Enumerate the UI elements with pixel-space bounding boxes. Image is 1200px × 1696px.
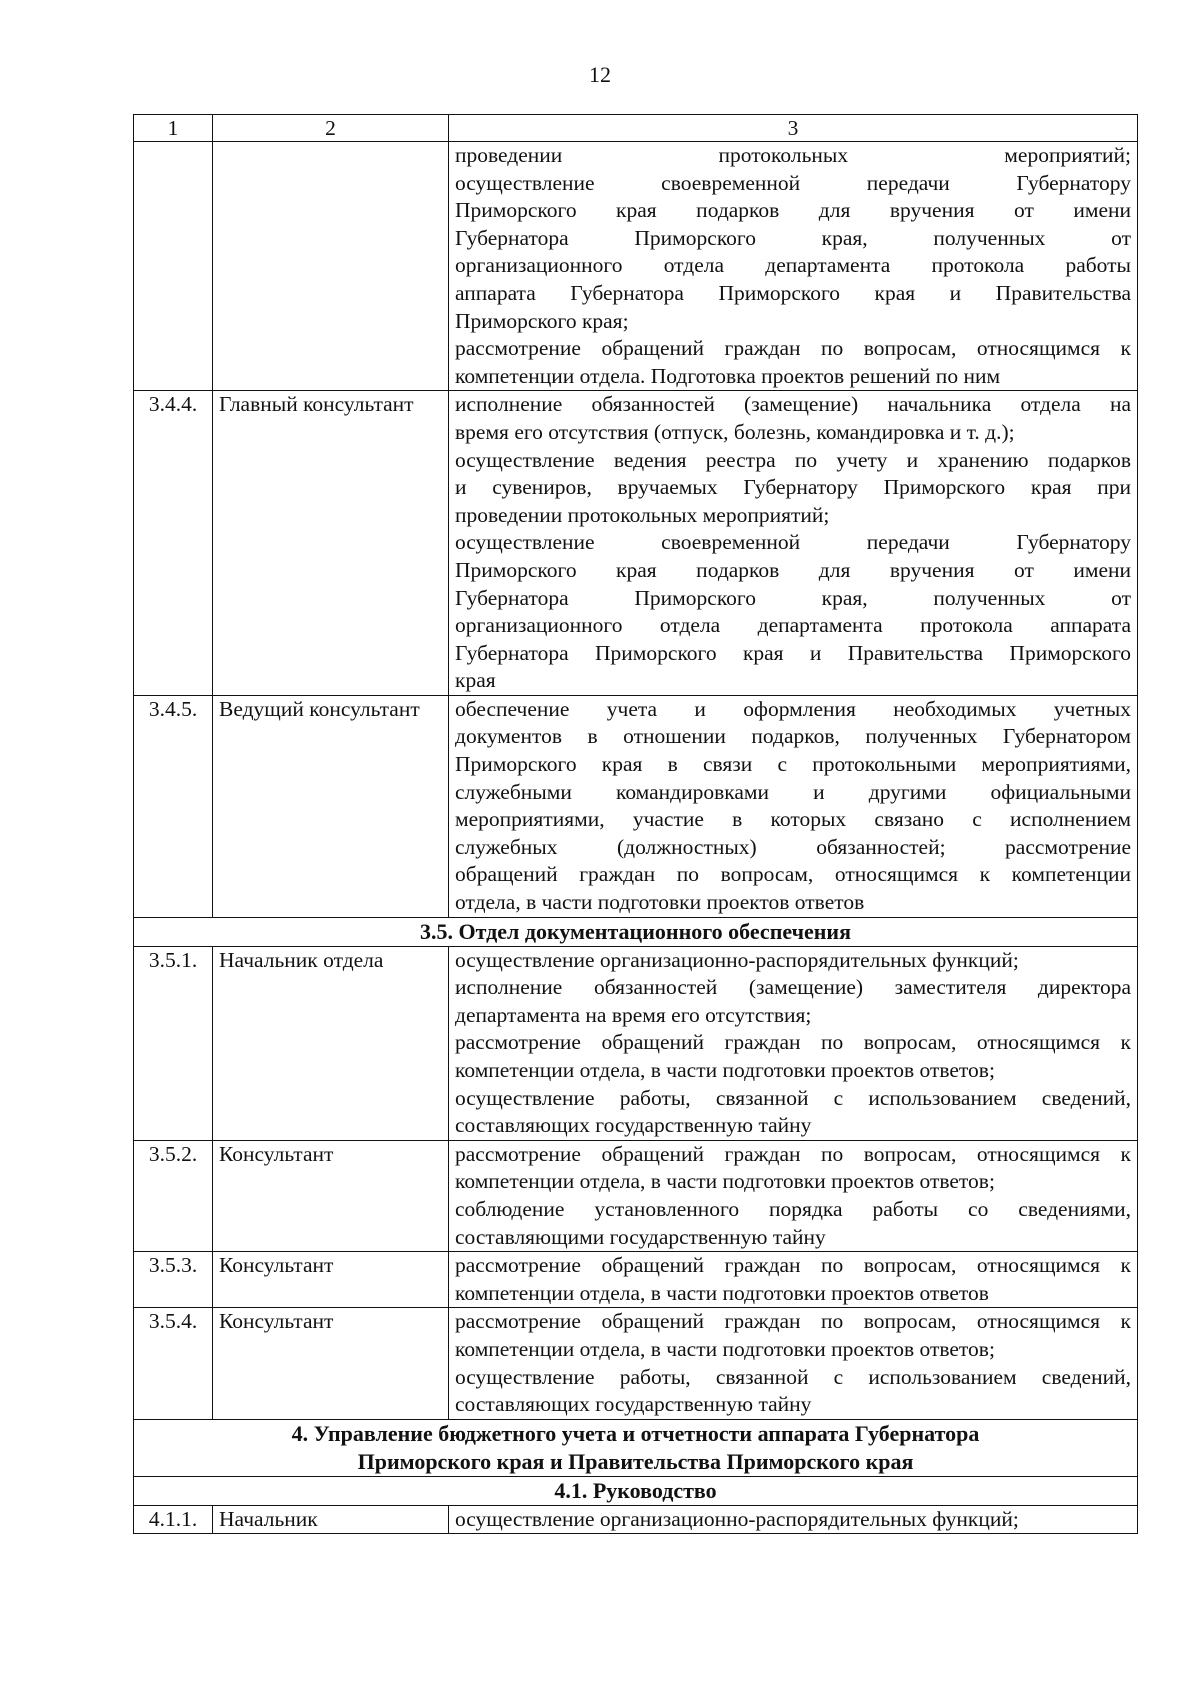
duty-line: время его отсутствия (отпуск, болезнь, командировка и т. д.); — [455, 419, 1015, 444]
duty-line: компетенции отдела, в части подготовки проектов ответов; — [455, 1169, 995, 1194]
duty-line: и сувениров, вручаемых Губернатору Приморского края при — [455, 475, 1131, 500]
row-number: 3.5.3. — [134, 1252, 213, 1308]
section-4-heading-row — [134, 1419, 1138, 1476]
duties-cell — [449, 391, 1138, 696]
duty-line: аппарата Губернатора Приморского края и Правительства — [455, 280, 1131, 305]
duty-line: осуществление работы, связанной с использованием сведений, — [455, 1085, 1131, 1110]
table-row — [134, 1140, 1138, 1251]
duty-line: обеспечение учета и оформления необходимых учетных — [455, 696, 1131, 721]
duty-line: Губернатора Приморского края, полученных от — [455, 585, 1131, 610]
duty-line: составляющих государственную тайну — [455, 1113, 812, 1138]
position-title: Консультант — [213, 1140, 449, 1251]
duties-cell — [449, 1252, 1138, 1308]
duty-line: организационного отдела департамента протокола работы — [455, 253, 1131, 278]
table-row — [134, 1252, 1138, 1308]
duty-line: рассмотрение обращений граждан по вопросам, относящимся к — [455, 1141, 1131, 1166]
duty-line: Приморского края подарков для вручения от имени — [455, 557, 1131, 582]
duty-line: рассмотрение обращений граждан по вопросам, относящимся к — [455, 336, 1131, 361]
section-4-heading-line: Приморского края и Правительства Приморского края — [357, 1448, 914, 1474]
section-4-1-heading — [134, 1476, 1138, 1505]
duty-line: рассмотрение обращений граждан по вопросам, относящимся к — [455, 1309, 1131, 1334]
duty-line: Приморского края; — [455, 308, 629, 333]
duty-line: края — [455, 668, 496, 693]
duties-cell — [449, 1308, 1138, 1419]
row-number: 3.4.5. — [134, 695, 213, 917]
duties-cell — [449, 946, 1138, 1140]
table-row — [134, 142, 1138, 391]
duty-line: департамента на время его отсутствия; — [455, 1002, 812, 1027]
duty-line: осуществление своевременной передачи Губернатору — [455, 530, 1131, 555]
table-row — [134, 695, 1138, 917]
row-number — [134, 142, 213, 391]
duties-cell — [449, 695, 1138, 917]
table-row — [134, 1505, 1138, 1534]
duties-cell — [449, 142, 1138, 391]
duty-line: компетенции отдела, в части подготовки проектов ответов; — [455, 1058, 995, 1082]
duty-line: документов в отношении подарков, полученных Губернатором — [455, 724, 1131, 749]
section-3-5-heading-row — [134, 917, 1138, 946]
duty-line: обращений граждан по вопросам, относящимся к компетенции — [455, 862, 1131, 887]
duty-line: осуществление своевременной передачи Губернатору — [455, 170, 1131, 195]
duty-line: организационного отдела департамента протокола аппарата — [455, 613, 1131, 638]
duty-line: мероприятиями, участие в которых связано с исполнением — [455, 807, 1131, 832]
duty-line: Губернатора Приморского края и Правительства Приморского — [455, 640, 1131, 665]
duty-line: служебных (должностных) обязанностей; рассмотрение — [455, 834, 1131, 859]
duty-line: соблюдение установленного порядка работы со сведениями, — [455, 1196, 1131, 1221]
table-row — [134, 391, 1138, 696]
column-number-3: 3 — [449, 115, 1138, 142]
row-number: 3.5.1. — [134, 946, 213, 1140]
duties-cell — [449, 1140, 1138, 1251]
duty-line: составляющими государственную тайну — [455, 1224, 826, 1249]
position-title: Начальник — [213, 1505, 449, 1534]
column-number-row — [134, 115, 1138, 142]
duty-line: осуществление ведения реестра по учету и хранению подарков — [455, 447, 1131, 472]
row-number: 4.1.1. — [134, 1505, 213, 1534]
duty-line: Приморского края подарков для вручения от имени — [455, 198, 1131, 223]
duty-line: осуществление организационно-распорядительных функций; — [455, 947, 1019, 972]
section-4-heading — [134, 1419, 1138, 1476]
column-number-1: 1 — [134, 115, 213, 142]
position-title: Начальник отдела — [213, 946, 449, 1140]
duty-line: Приморского края в связи с протокольными мероприятиями, — [455, 752, 1131, 777]
section-3-5-heading-line: 3.5. Отдел документационного обеспечения — [419, 918, 852, 944]
duty-line: компетенции отдела, в части подготовки проектов ответов — [455, 1280, 989, 1305]
duty-line: осуществление организационно-распорядительных функций; — [455, 1506, 1019, 1531]
table-row — [134, 1308, 1138, 1419]
duty-line: проведении протокольных мероприятий; — [455, 143, 1131, 167]
section-4-1-heading-row — [134, 1476, 1138, 1505]
duty-line: исполнение обязанностей (замещение) заместителя директора — [455, 975, 1131, 1000]
column-number-2: 2 — [213, 115, 449, 142]
duty-line: осуществление работы, связанной с использованием сведений, — [455, 1364, 1131, 1389]
duty-line: рассмотрение обращений граждан по вопросам, относящимся к — [455, 1253, 1131, 1278]
staff-duties-table — [133, 114, 1138, 1534]
duty-line: составляющих государственную тайну — [455, 1392, 812, 1417]
duty-line: проведении протокольных мероприятий; — [455, 502, 830, 527]
section-3-5-heading — [134, 917, 1138, 946]
duty-line: служебными командировками и другими официальными — [455, 779, 1131, 804]
position-title: Консультант — [213, 1308, 449, 1419]
row-number: 3.5.2. — [134, 1140, 213, 1251]
section-4-heading-line: 4. Управление бюджетного учета и отчетности аппарата Губернатора — [291, 1420, 980, 1446]
row-number: 3.5.4. — [134, 1308, 213, 1419]
position-title: Консультант — [213, 1252, 449, 1308]
duties-cell — [449, 1505, 1138, 1534]
duty-line: отдела, в части подготовки проектов ответов — [455, 890, 865, 915]
duty-line: компетенции отдела, в части подготовки проектов ответов; — [455, 1336, 995, 1361]
position-title: Главный консультант — [213, 391, 449, 696]
duty-line: Губернатора Приморского края, полученных от — [455, 225, 1131, 250]
section-4-1-heading-line: 4.1. Руководство — [554, 1477, 717, 1503]
position-title — [213, 142, 449, 391]
row-number: 3.4.4. — [134, 391, 213, 696]
position-title: Ведущий консультант — [213, 695, 449, 917]
duty-line: рассмотрение обращений граждан по вопросам, относящимся к — [455, 1030, 1131, 1055]
duty-line: компетенции отдела. Подготовка проектов решений по ним — [455, 363, 1001, 388]
table-row — [134, 946, 1138, 1140]
page-number: 12 — [589, 62, 611, 87]
duty-line: исполнение обязанностей (замещение) начальника отдела на — [455, 392, 1131, 417]
